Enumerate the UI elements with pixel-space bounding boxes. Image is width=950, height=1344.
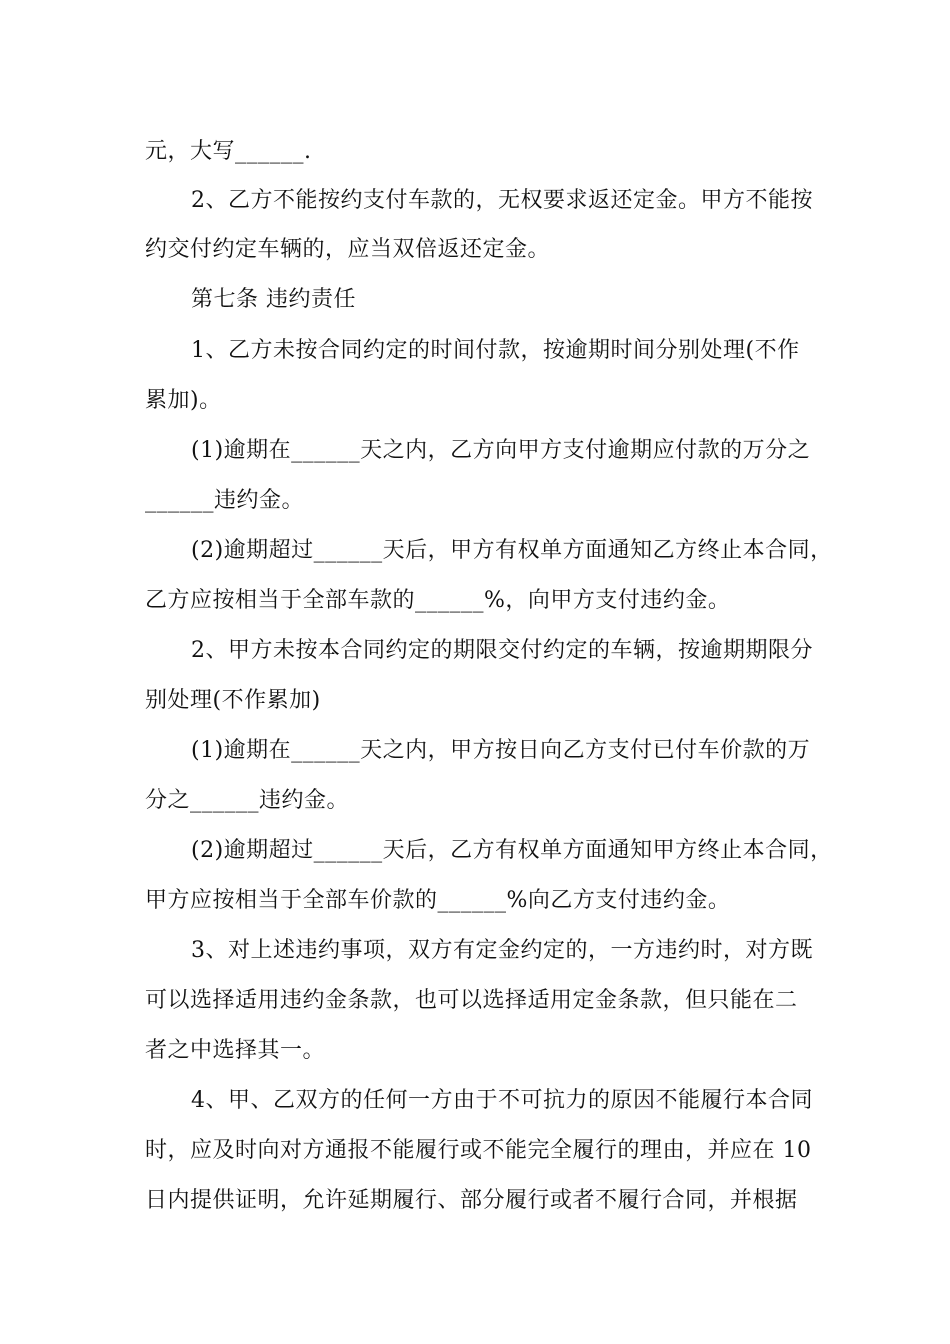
text-line: 别处理(不作累加): [145, 688, 321, 713]
text-line: (1)逾期在______天之内，乙方向甲方支付逾期应付款的万分之: [191, 438, 811, 463]
text-line: 1、乙方未按合同约定的时间付款，按逾期时间分别处理(不作: [191, 338, 800, 363]
text-line: (1)逾期在______天之内，甲方按日向乙方支付已付车价款的万: [191, 738, 811, 763]
text-line: 2、乙方不能按约支付车款的，无权要求返还定金。甲方不能按: [191, 188, 813, 213]
text-line: 时，应及时向对方通报不能履行或不能完全履行的理由，并应在 10: [145, 1138, 812, 1163]
text-line: 甲方应按相当于全部车价款的______%向乙方支付违约金。: [145, 888, 731, 913]
section-heading: 第七条 违约责任: [191, 287, 356, 312]
text-line: 可以选择适用违约金条款，也可以选择适用定金条款，但只能在二: [145, 988, 798, 1013]
text-line: 4、甲、乙双方的任何一方由于不可抗力的原因不能履行本合同: [191, 1088, 813, 1113]
text-line: 元，大写______.: [145, 139, 312, 164]
text-line: ______违约金。: [145, 488, 305, 513]
text-line: (2)逾期超过______天后，乙方有权单方面通知甲方终止本合同，: [191, 838, 833, 863]
text-line: 日内提供证明，允许延期履行、部分履行或者不履行合同，并根据: [145, 1188, 798, 1213]
text-line: 乙方应按相当于全部车款的______%，向甲方支付违约金。: [145, 588, 731, 613]
text-line: 者之中选择其一。: [145, 1038, 326, 1063]
text-line: 累加)。: [145, 388, 222, 413]
text-line: 分之______违约金。: [145, 788, 350, 813]
text-line: 3、对上述违约事项，双方有定金约定的，一方违约时，对方既: [191, 938, 813, 963]
text-line: 约交付约定车辆的，应当双倍返还定金。: [145, 237, 551, 262]
text-line: 2、甲方未按本合同约定的期限交付约定的车辆，按逾期期限分: [191, 638, 813, 663]
text-line: (2)逾期超过______天后，甲方有权单方面通知乙方终止本合同，: [191, 538, 833, 563]
